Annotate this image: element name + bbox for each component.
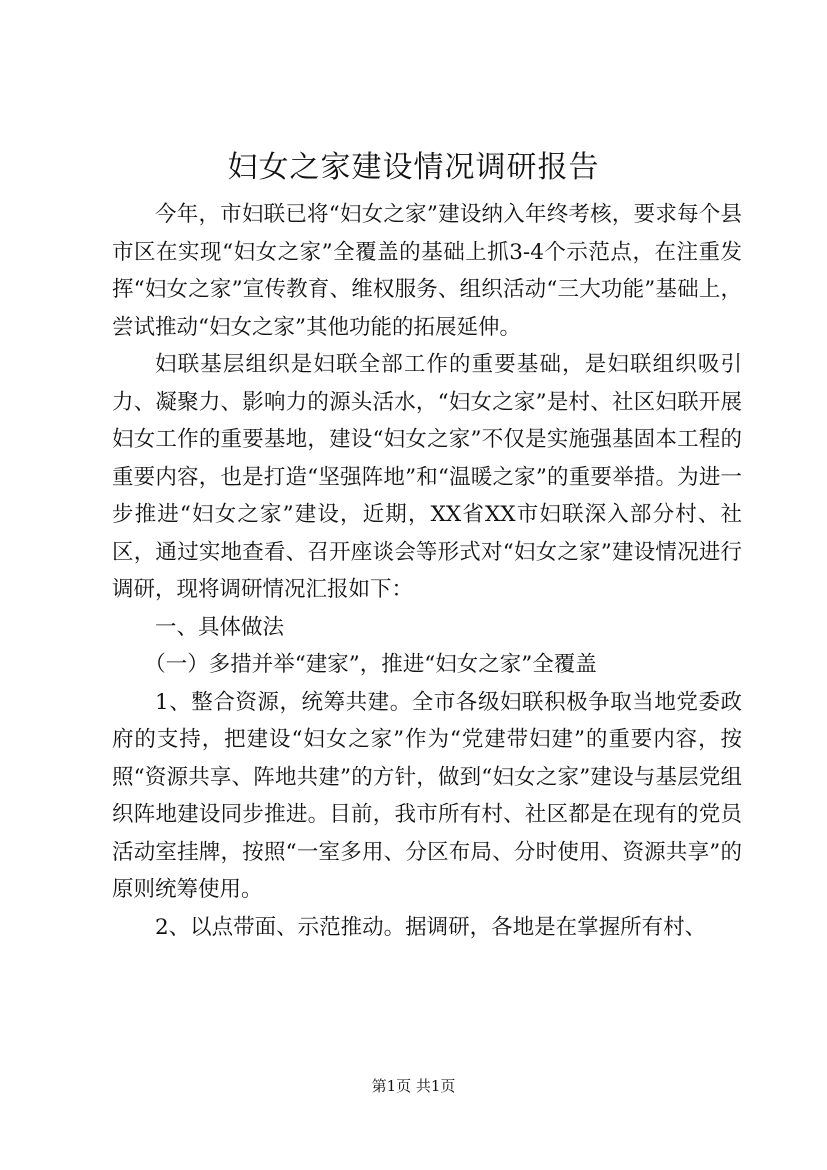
section-heading: 一、具体做法 <box>155 614 285 640</box>
document-body <box>112 196 742 946</box>
paragraph-item-1: 1、整合资源，统筹共建。全市各级妇联积极争取当地党委政府的支持，把建设“妇女之家”作为“党建带妇建”的重要内容，按照“资源共享、阵地共建”的方针，做到“妇女之家”建设与基层党组织阵地建设同步推进。目前，我市所有村、社区都是在现有的党员活动室挂牌，按照“一室多用、分区布局、分时使用、资源共享”的原则统筹使用。 <box>112 689 742 902</box>
paragraph-background: 妇联基层组织是妇联全部工作的重要基础，是妇联组织吸引力、凝聚力、影响力的源头活水，“妇女之家”是村、社区妇联开展妇女工作的重要基地，建设“妇女之家”不仅是实施强基固本工程的重要内容，也是打造“坚强阵地”和“温暖之家”的重要举措。为进一步推进“妇女之家”建设，近期，XX省XX市妇联深入部分村、社区，通过实地查看、召开座谈会等形式对“妇女之家”建设情况进行调研，现将调研情况汇报如下： <box>112 352 742 602</box>
subsection-heading: （一）多措并举“建家”，推进“妇女之家”全覆盖 <box>144 652 597 677</box>
paragraph-intro: 今年，市妇联已将“妇女之家”建设纳入年终考核，要求每个县市区在实现“妇女之家”全覆盖的基础上抓3-4个示范点，在注重发挥“妇女之家”宣传教育、维权服务、组织活动“三大功能”基础上，尝试推动“妇女之家”其他功能的拓展延伸。 <box>112 202 742 340</box>
page-footer: 第1页 共1页 <box>371 1077 456 1095</box>
paragraph-item-2: 2、以点带面、示范推动。据调研，各地是在掌握所有村、 <box>155 914 707 940</box>
document-title: 妇女之家建设情况调研报告 <box>227 150 600 185</box>
